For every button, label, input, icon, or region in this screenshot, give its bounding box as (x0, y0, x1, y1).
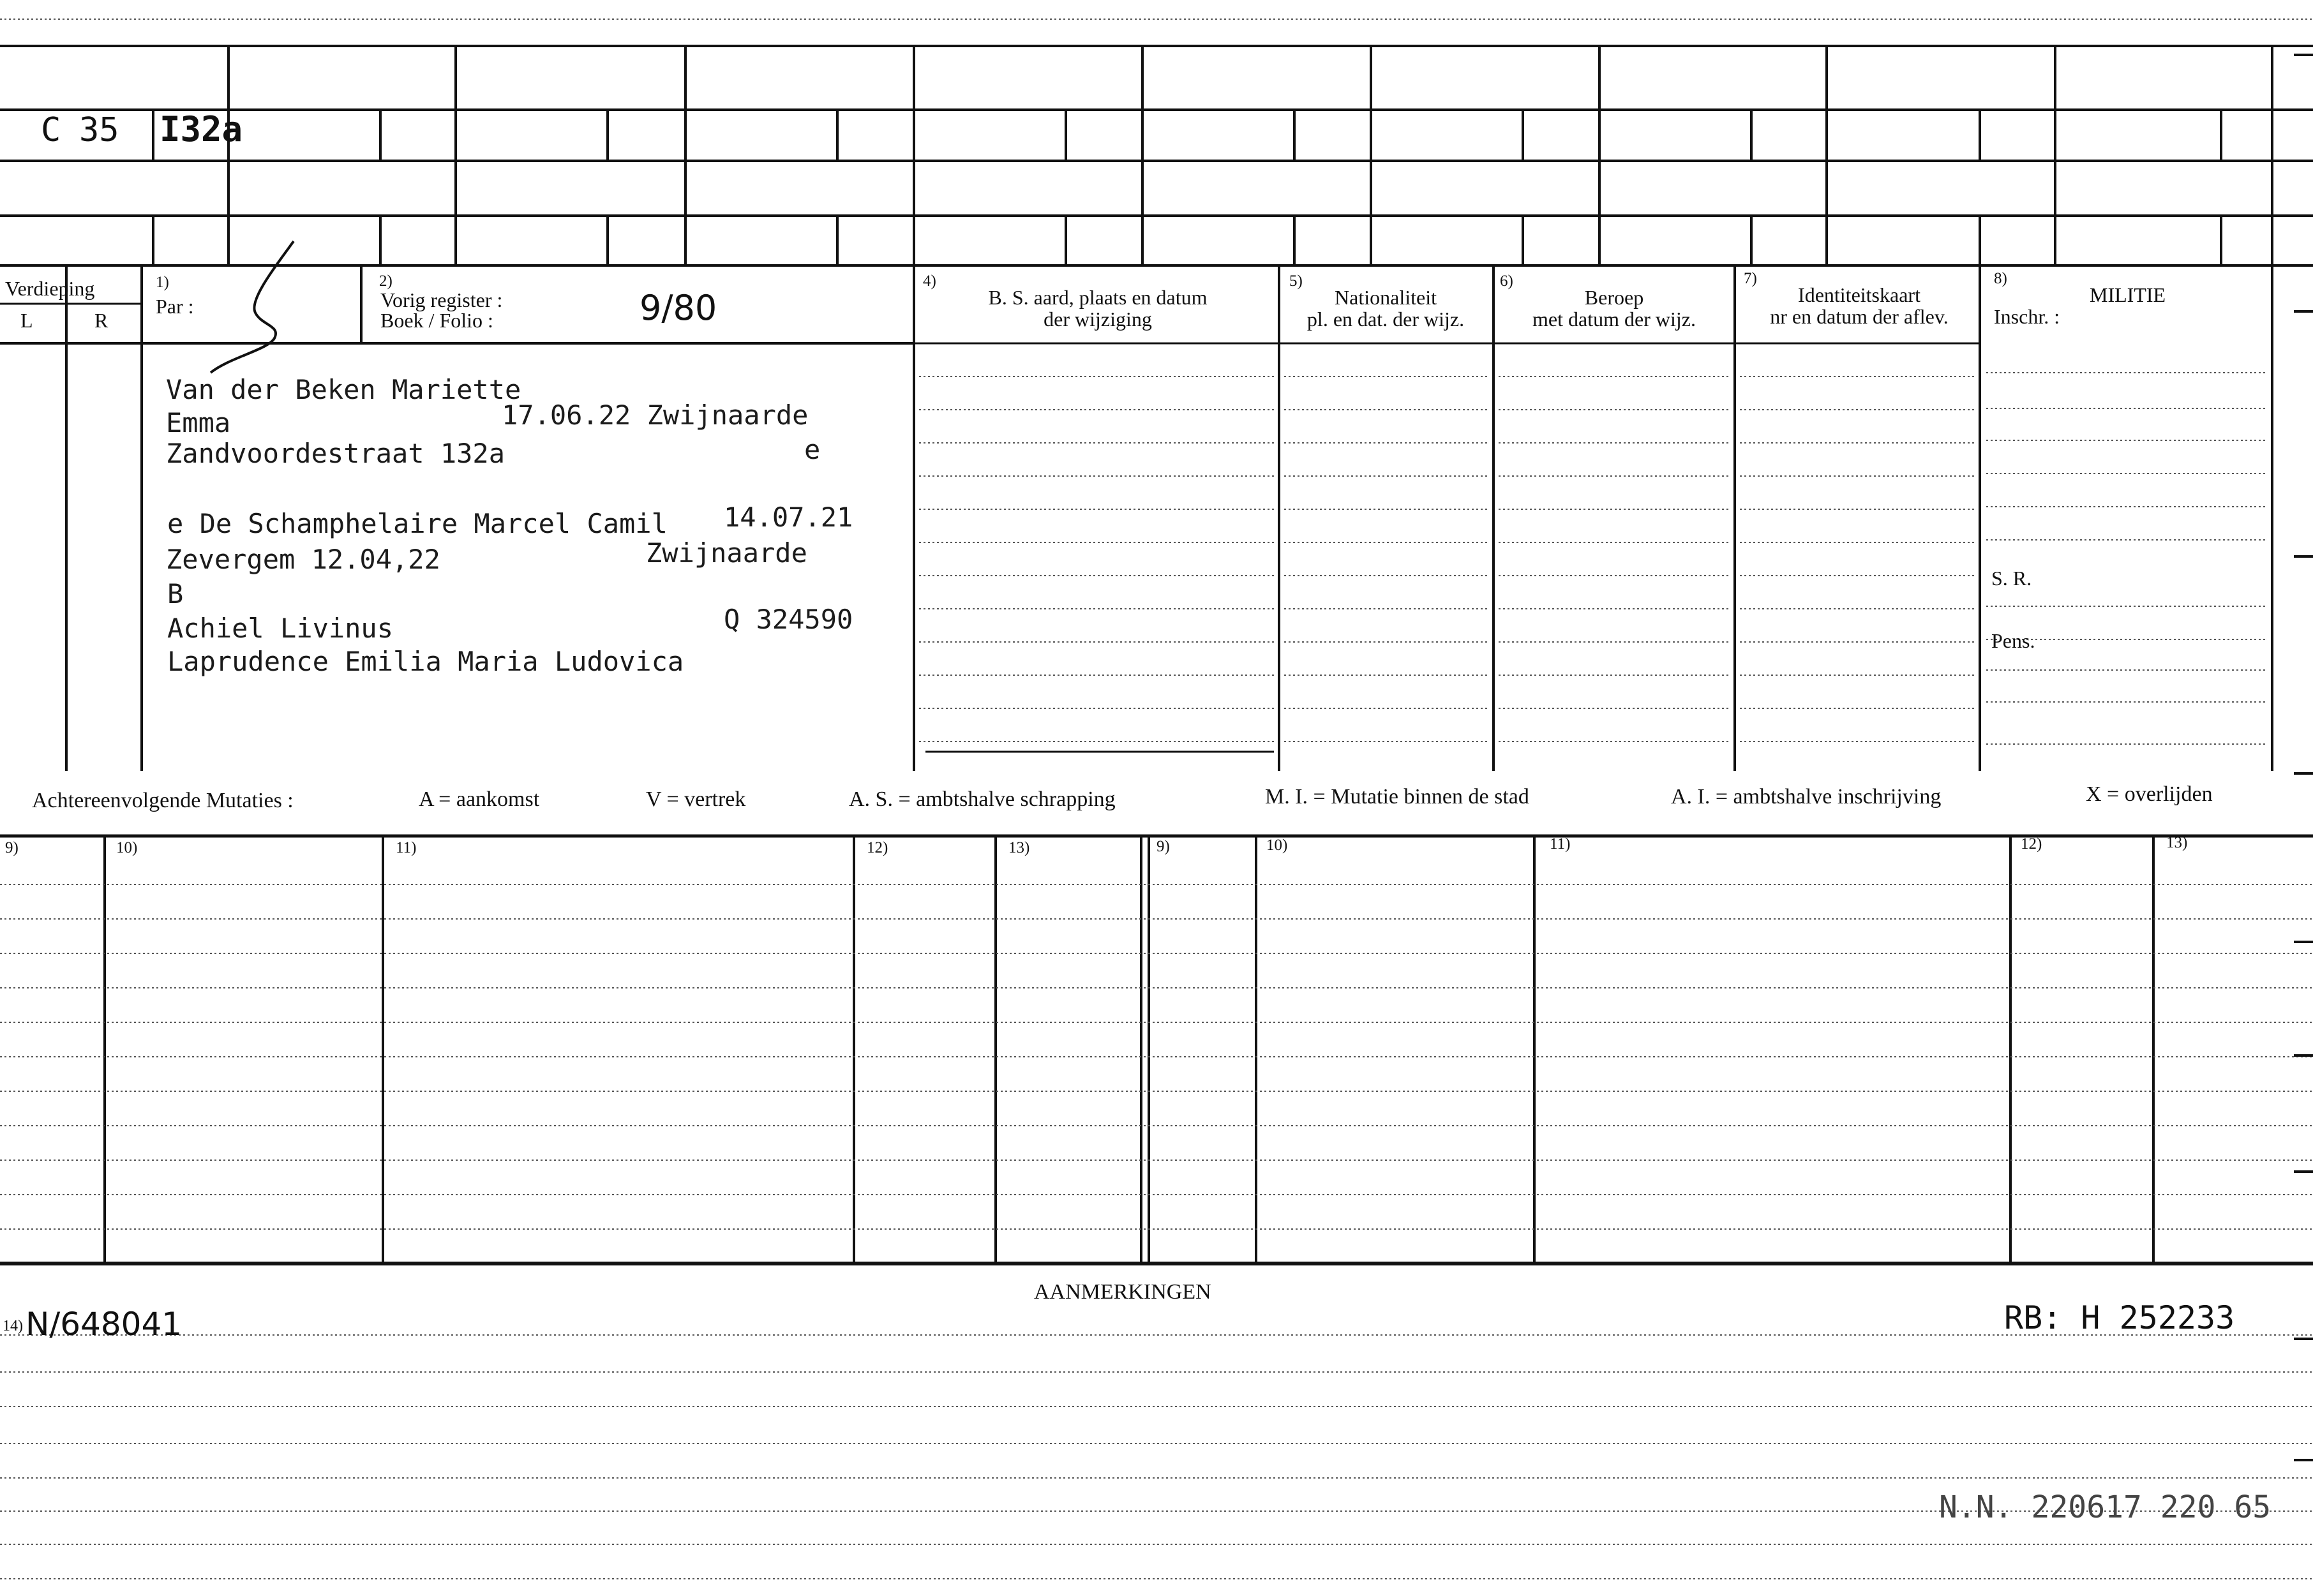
person-line-5: Zevergem 12.04,22 (166, 544, 440, 575)
floor-r-label: R (94, 309, 109, 332)
mutation-col-12-left: 12) (867, 839, 888, 856)
person-line-2-name: Emma (166, 407, 231, 438)
person-line-4-date: 14.07.21 (724, 502, 853, 533)
person-line-3-mark: e (804, 434, 821, 465)
mutation-col-12-right: 12) (2021, 835, 2042, 853)
id-label-line1: Identiteitskaart (1798, 283, 1920, 306)
id-number: 7) (1744, 270, 1757, 287)
militie-number: 8) (1994, 270, 2007, 287)
remarks-number: 14) (3, 1318, 23, 1334)
boek-folio-value: 9/80 (640, 288, 717, 328)
bs-label-line2: der wijziging (1044, 308, 1152, 331)
legend-vertrek: V = vertrek (646, 787, 746, 811)
remarks-title: AANMERKINGEN (1034, 1280, 1211, 1304)
legend-ambtshalve-inschrijving: A. I. = ambtshalve inschrijving (1671, 785, 1942, 809)
rb-number: RB: H 252233 (2004, 1299, 2235, 1336)
par-label: Par : (156, 295, 194, 318)
nat-label-line1: Nationaliteit (1335, 286, 1437, 309)
legend-ambtshalve-schrapping: A. S. = ambtshalve schrapping (849, 787, 1116, 811)
boek-folio-label: Boek / Folio : (380, 309, 493, 332)
mutation-col-11-right: 11) (1550, 835, 1571, 853)
person-line-7: Achiel Livinus (167, 613, 394, 644)
mutation-col-13-right: 13) (2166, 834, 2188, 851)
pens-label: Pens. (1991, 629, 2035, 652)
person-line-1: Van der Beken Mariette (166, 374, 521, 405)
verdieping-label: Verdieping (5, 277, 95, 300)
person-line-3: Zandvoordestraat 132a (166, 438, 505, 469)
legend-mutatie-binnen-de-stad: M. I. = Mutatie binnen de stad (1265, 785, 1529, 809)
person-line-7-number: Q 324590 (724, 604, 853, 635)
code-c: C (41, 111, 61, 149)
vorig-register-label: Vorig register : (380, 288, 503, 311)
inschr-label: Inschr. : (1994, 305, 2060, 328)
code-number: 35 (79, 111, 119, 149)
house-number: I32a (160, 109, 243, 149)
id-label-line2: nr en datum der aflev. (1770, 305, 1949, 328)
nat-number: 5) (1289, 272, 1303, 290)
national-number: N/648041 (26, 1306, 183, 1343)
person-line-5-place: Zwijnaarde (646, 537, 807, 569)
nat-label-line2: pl. en dat. der wijz. (1306, 308, 1465, 331)
mutation-col-11-left: 11) (396, 839, 417, 856)
floor-l-label: L (20, 309, 33, 332)
sr-label: S. R. (1991, 567, 2032, 590)
mutation-col-10-right: 10) (1266, 837, 1288, 854)
person-line-2-date-place: 17.06.22 Zwijnaarde (502, 399, 809, 431)
beroep-label-line2: met datum der wijz. (1532, 308, 1696, 331)
par-number: 1) (156, 274, 169, 291)
bs-label-line1: B. S. aard, plaats en datum (988, 286, 1208, 309)
militie-label: MILITIE (2090, 283, 2166, 306)
beroep-number: 6) (1500, 272, 1513, 290)
legend-aankomst: A = aankomst (419, 787, 540, 811)
par-handwritten-mark (211, 241, 294, 373)
legend-overlijden: X = overlijden (2086, 782, 2213, 806)
bs-number: 4) (923, 272, 936, 290)
legend-title: Achtereenvolgende Mutaties : (32, 789, 294, 812)
beroep-label-line1: Beroep (1584, 286, 1644, 309)
vorig-number: 2) (379, 272, 393, 290)
mutation-col-9-left: 9) (5, 839, 19, 856)
mutation-col-10-left: 10) (116, 839, 138, 856)
mutation-col-13-left: 13) (1008, 839, 1030, 856)
nn-number: N.N. 220617 220 65 (1939, 1489, 2272, 1525)
person-line-8: Laprudence Emilia Maria Ludovica (167, 646, 684, 677)
person-line-4: e De Schamphelaire Marcel Camil (167, 508, 668, 539)
mutation-col-9-right: 9) (1156, 838, 1170, 855)
person-line-6: B (167, 578, 184, 609)
